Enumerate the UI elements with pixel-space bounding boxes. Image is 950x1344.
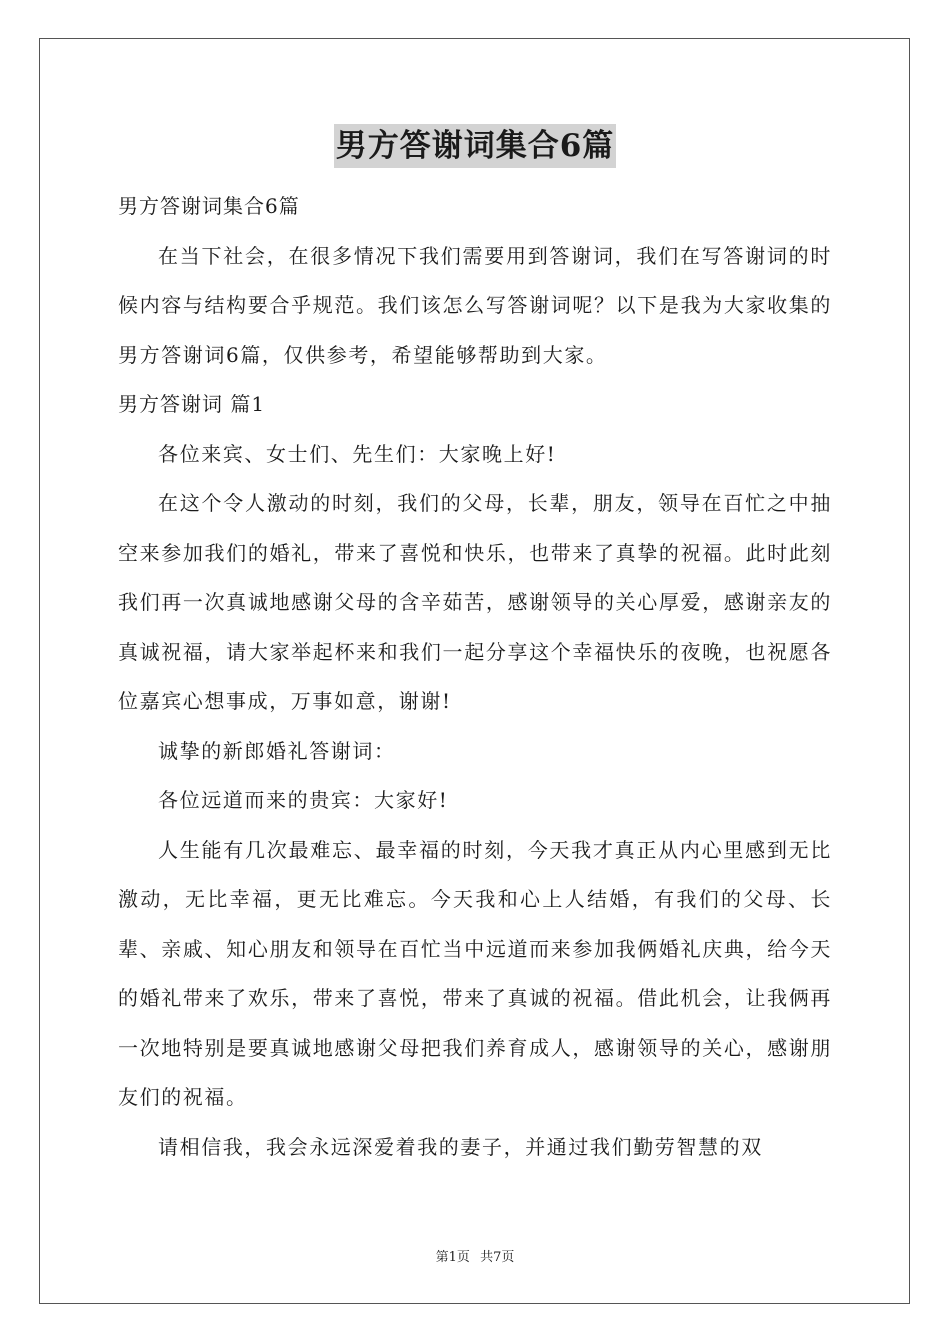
paragraph-thanks[interactable]: 在这个令人激动的时刻，我们的父母，长辈，朋友，领导在百忙之中抽空来参加我们的婚礼，带来了喜悦和快乐，也带来了真挚的祝福。此时此刻我们再一次真诚地感谢父母的含辛茹苦，感谢领导的关心厚爱，感谢亲友的真诚祝福，请大家举起杯来和我们一起分享这个幸福快乐的夜晚，也祝愿各位嘉宾心想事成，万事如意，谢谢!: [118, 491, 832, 713]
title-wrap: [118, 124, 832, 174]
paragraph-groom-heading[interactable]: 诚挚的新郎婚礼答谢词：: [158, 738, 396, 763]
document-body: [118, 124, 832, 1172]
paragraph-happiness[interactable]: 人生能有几次最难忘、最幸福的时刻，今天我才真正从内心里感到无比激动，无比幸福，更无比难忘。今天我和心上人结婚，有我们的父母、长辈、亲戚、知心朋友和领导在百忙当中远道而来参加我俩婚礼庆典，给今天的婚礼带来了欢乐，带来了喜悦，带来了真诚的祝福。借此机会，让我俩再一次地特别是要真诚地感谢父母把我们养育成人，感谢领导的关心，感谢朋友们的祝福。: [118, 837, 832, 1109]
paragraph-promise[interactable]: 请相信我，我会永远深爱着我的妻子，并通过我们勤劳智慧的双: [158, 1134, 763, 1159]
paragraph-guests[interactable]: 各位远道而来的贵宾：大家好!: [158, 788, 449, 812]
paragraph-greeting[interactable]: 各位来宾、女士们、先生们：大家晚上好!: [158, 441, 557, 466]
page-total: 共7页: [480, 1250, 515, 1265]
section-heading[interactable]: 男方答谢词 篇1: [118, 392, 266, 416]
intro-paragraph[interactable]: 在当下社会，在很多情况下我们需要用到答谢词，我们在写答谢词的时候内容与结构要合乎规范。我们该怎么写答谢词呢？以下是我为大家收集的男方答谢词6篇，仅供参考，希望能够帮助到大家。: [118, 243, 832, 367]
document-subtitle[interactable]: 男方答谢词集合6篇: [118, 194, 300, 218]
document-title[interactable]: 男方答谢词集合6篇: [334, 124, 617, 168]
page-footer: [0, 1246, 950, 1265]
page-number: 第1页: [435, 1250, 470, 1265]
